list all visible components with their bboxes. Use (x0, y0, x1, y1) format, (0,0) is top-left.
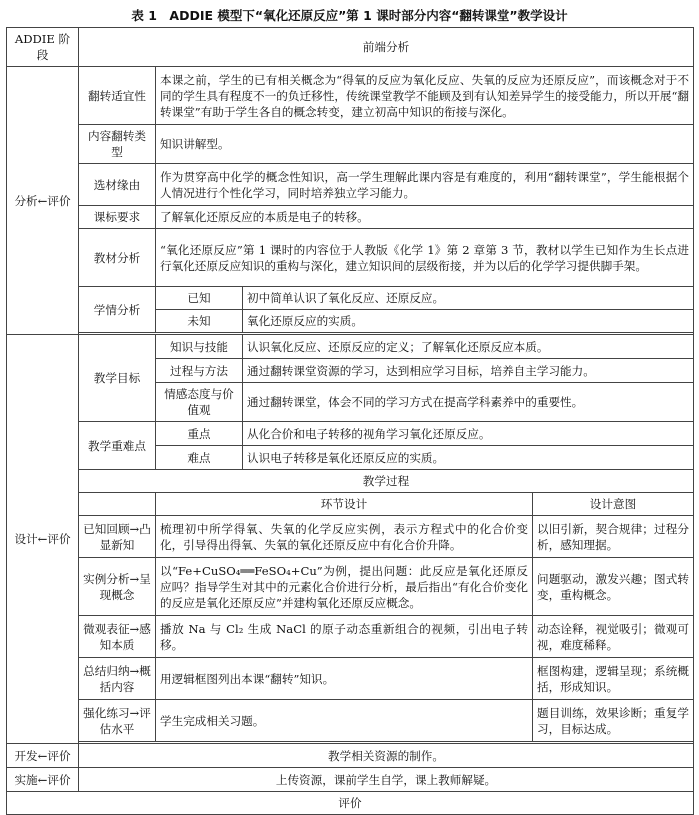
process-title: 教学过程 (79, 470, 694, 493)
content-flip-fit: 本课之前，学生的已有相关概念为“得氧的反应为氧化反应、失氧的反应为还原反应”，而该概念对于不同的学生具有程度不一的负迁移性，传统课堂教学不能顾及到有认知差异学生的接受能力，所以开展“翻转课堂”有助于学生各自的概念转变，建立初高中知识的衔接与深化。 (156, 67, 694, 125)
table-title: 表 1 ADDIE 模型下“氧化还原反应”第 1 课时部分内容“翻转课堂”教学设计 (131, 8, 568, 23)
row-goal-knowledge (7, 335, 694, 359)
step-5-label: 强化练习→评估水平 (79, 700, 156, 742)
row-flip-fit (7, 67, 694, 125)
design-table (6, 27, 694, 815)
step-2-content: 以“Fe+CuSO₄══FeSO₄+Cu”为例，提出问题：此反应是氧化还原反应吗？指导学生对其中的元素化合价进行分析，最后指出“有化合价变化的反应是氧化还原反应”并建构氧化还原反应概念。 (156, 558, 533, 616)
label-difficult-point: 难点 (156, 446, 243, 470)
process-col-step: 环节设计 (156, 493, 533, 516)
header-front-end-analysis: 前端分析 (79, 28, 694, 67)
content-known: 初中简单认识了氧化反应、还原反应。 (243, 287, 694, 310)
step-2-label: 实例分析→呈现概念 (79, 558, 156, 616)
step-3-intent: 动态诠释，视觉吸引；微观可视，难度稀释。 (533, 616, 694, 658)
content-goal-attitude: 通过翻转课堂，体会不同的学习方式在提高学科素养中的重要性。 (243, 383, 694, 422)
row-step-1 (7, 516, 694, 558)
content-goal-process: 通过翻转课堂资源的学习，达到相应学习目标，培养自主学习能力。 (243, 359, 694, 383)
content-flip-type: 知识讲解型。 (156, 125, 694, 164)
process-col-intent: 设计意图 (533, 493, 694, 516)
row-step-2 (7, 558, 694, 616)
label-topic-reason: 选材缘由 (79, 164, 156, 206)
content-curriculum: 了解氧化还原反应的本质是电子的转移。 (156, 206, 694, 229)
row-step-4 (7, 658, 694, 700)
label-flip-type: 内容翻转类型 (79, 125, 156, 164)
label-known: 已知 (156, 287, 243, 310)
label-learner: 学情分析 (79, 287, 156, 333)
row-process-title (7, 470, 694, 493)
label-goals: 教学目标 (79, 335, 156, 422)
content-goal-knowledge: 认识氧化反应、还原反应的定义；了解氧化还原反应本质。 (243, 335, 694, 359)
row-implement (7, 768, 694, 792)
stage-implement: 实施←评价 (7, 768, 79, 792)
label-textbook: 教材分析 (79, 229, 156, 287)
content-difficult-point: 认识电子转移是氧化还原反应的实质。 (243, 446, 694, 470)
step-3-content: 播放 Na 与 Cl₂ 生成 NaCl 的原子动态重新组合的视频，引出电子转移。 (156, 616, 533, 658)
label-goal-attitude: 情感态度与价值观 (156, 383, 243, 422)
label-curriculum: 课标要求 (79, 206, 156, 229)
step-4-content: 用逻辑框图列出本课“翻转”知识。 (156, 658, 533, 700)
row-key-point (7, 422, 694, 446)
step-1-label: 已知回顾→凸显新知 (79, 516, 156, 558)
content-evaluate: 评价 (7, 792, 694, 815)
process-header-spacer (79, 493, 156, 516)
row-curriculum (7, 206, 694, 229)
step-4-label: 总结归纳→概括内容 (79, 658, 156, 700)
row-step-5 (7, 700, 694, 742)
row-process-header (7, 493, 694, 516)
step-1-intent: 以旧引新，契合规律；过程分析，感知理据。 (533, 516, 694, 558)
step-3-label: 微观表征→感知本质 (79, 616, 156, 658)
content-topic-reason: 作为贯穿高中化学的概念性知识，高一学生理解此课内容是有难度的，利用“翻转课堂”，学生能根据个人情况进行个性化学习，同时培养独立学习能力。 (156, 164, 694, 206)
step-5-content: 学生完成相关习题。 (156, 700, 533, 742)
header-row (7, 28, 694, 67)
content-implement: 上传资源，课前学生自学，课上教师解疑。 (79, 768, 694, 792)
label-unknown: 未知 (156, 310, 243, 333)
row-evaluate (7, 792, 694, 815)
content-unknown: 氧化还原反应的实质。 (243, 310, 694, 333)
row-learner-known (7, 287, 694, 310)
label-goal-process: 过程与方法 (156, 359, 243, 383)
label-key-points: 教学重难点 (79, 422, 156, 470)
row-develop (7, 744, 694, 768)
step-2-intent: 问题驱动，激发兴趣；图式转变，重构概念。 (533, 558, 694, 616)
content-textbook: “氧化还原反应”第 1 课时的内容位于人教版《化学 1》第 2 章第 3 节，教材以学生已知作为生长点进行氧化还原反应知识的重构与深化，建立知识间的层级衔接，并为以后的化学学习提供脚手架。 (156, 229, 694, 287)
content-key-point: 从化合价和电子转移的视角学习氧化还原反应。 (243, 422, 694, 446)
row-step-3 (7, 616, 694, 658)
row-textbook (7, 229, 694, 287)
stage-analysis: 分析←评价 (7, 67, 79, 335)
label-goal-knowledge: 知识与技能 (156, 335, 243, 359)
stage-develop: 开发←评价 (7, 744, 79, 768)
step-1-content: 梳理初中所学得氧、失氧的化学反应实例，表示方程式中的化合价变化，引导得出得氧、失氧的氧化还原反应中有化合价升降。 (156, 516, 533, 558)
content-develop: 教学相关资源的制作。 (79, 744, 694, 768)
row-topic-reason (7, 164, 694, 206)
stage-design: 设计←评价 (7, 335, 79, 744)
step-5-intent: 题目训练，效果诊断；重复学习，目标达成。 (533, 700, 694, 742)
header-addie-stage: ADDIE 阶段 (7, 28, 79, 67)
row-flip-type (7, 125, 694, 164)
label-key-point: 重点 (156, 422, 243, 446)
step-4-intent: 框图构建，逻辑呈现；系统概括，形成知识。 (533, 658, 694, 700)
label-flip-fit: 翻转适宜性 (79, 67, 156, 125)
